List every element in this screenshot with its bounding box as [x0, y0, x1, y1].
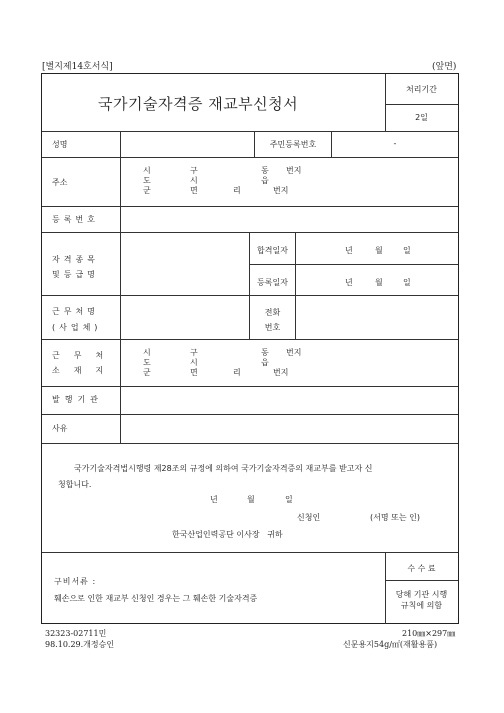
name-field[interactable] — [121, 132, 253, 156]
reason-label: 사유 — [52, 424, 68, 433]
qualification-label: 자격종목 및등급명 — [52, 255, 99, 279]
reg-no-label: 등록번호 — [52, 215, 99, 224]
work-address-line-1: 시 구 동 번지 — [143, 348, 302, 357]
pass-date-label: 합격일자 — [257, 246, 288, 255]
pass-date-field[interactable]: 년 월 일 — [345, 246, 411, 255]
processing-period-value: 2일 — [415, 113, 428, 122]
docs-text: 훼손으로 인한 재교부 신청인 경우는 그 훼손한 기술자격증 — [54, 594, 258, 603]
resident-id-field[interactable]: - — [393, 139, 397, 148]
reg-date-label: 등록일자 — [257, 278, 288, 287]
approval-date: 98.10.29.개정승인 — [45, 640, 115, 649]
statement-date[interactable]: 년 월 일 — [210, 495, 293, 504]
phone-label: 전화 번호 — [264, 308, 281, 332]
page-side: (앞면) — [432, 62, 457, 72]
phone-field[interactable] — [296, 296, 458, 338]
applicant-label: 신청인 — [297, 513, 321, 522]
address-line-3: 군 면 리 번지 — [143, 186, 289, 195]
address-label: 주소 — [52, 178, 68, 187]
issuer-label: 발행기관 — [52, 395, 103, 404]
work-address-line-2: 도 시 읍 — [143, 358, 269, 367]
fee-label: 수 수 료 — [407, 564, 436, 573]
form-number: [별지제14호서식] — [42, 62, 113, 72]
form-title: 국가기술자격증 재교부신청서 — [98, 95, 299, 113]
qualification-field[interactable] — [121, 233, 248, 294]
processing-period-label: 처리기간 — [406, 85, 437, 94]
form-code: 32323-02711민 — [45, 629, 107, 638]
docs-label: 구비서류 : — [54, 577, 97, 586]
workplace-field[interactable] — [121, 296, 248, 338]
address-line-2: 도 시 읍 — [143, 176, 269, 185]
work-address-line-3: 군 면 리 번지 — [143, 368, 289, 377]
work-address-label: 근무처 소재지 — [52, 351, 118, 375]
workplace-label: 근무처명 (사업체) — [52, 307, 102, 332]
signature-field[interactable]: (서명 또는 인) — [370, 513, 420, 522]
address-line-1: 시 구 동 번지 — [143, 166, 302, 175]
reason-field[interactable] — [121, 415, 457, 442]
paper-size: 210㎜×297㎜ — [402, 629, 456, 638]
statement-text: 국가기술자격법시행령 제28조의 규정에 의하여 국가기술자격증의 재교부를 받고자 신 청합니다. — [58, 464, 373, 489]
paper-type: 신문용지54g/㎡(재활용품) — [343, 640, 438, 649]
resident-id-label: 주민등록번호 — [269, 140, 317, 149]
reg-no-field[interactable] — [121, 207, 457, 231]
issuer-field[interactable] — [121, 387, 457, 413]
reg-date-field[interactable]: 년 월 일 — [345, 278, 411, 287]
name-label: 성명 — [52, 140, 68, 149]
addressee: 한국산업인력공단 이사장 귀하 — [172, 530, 283, 539]
fee-text: 당해 기관 시행 규칙에 의함 — [395, 590, 448, 610]
